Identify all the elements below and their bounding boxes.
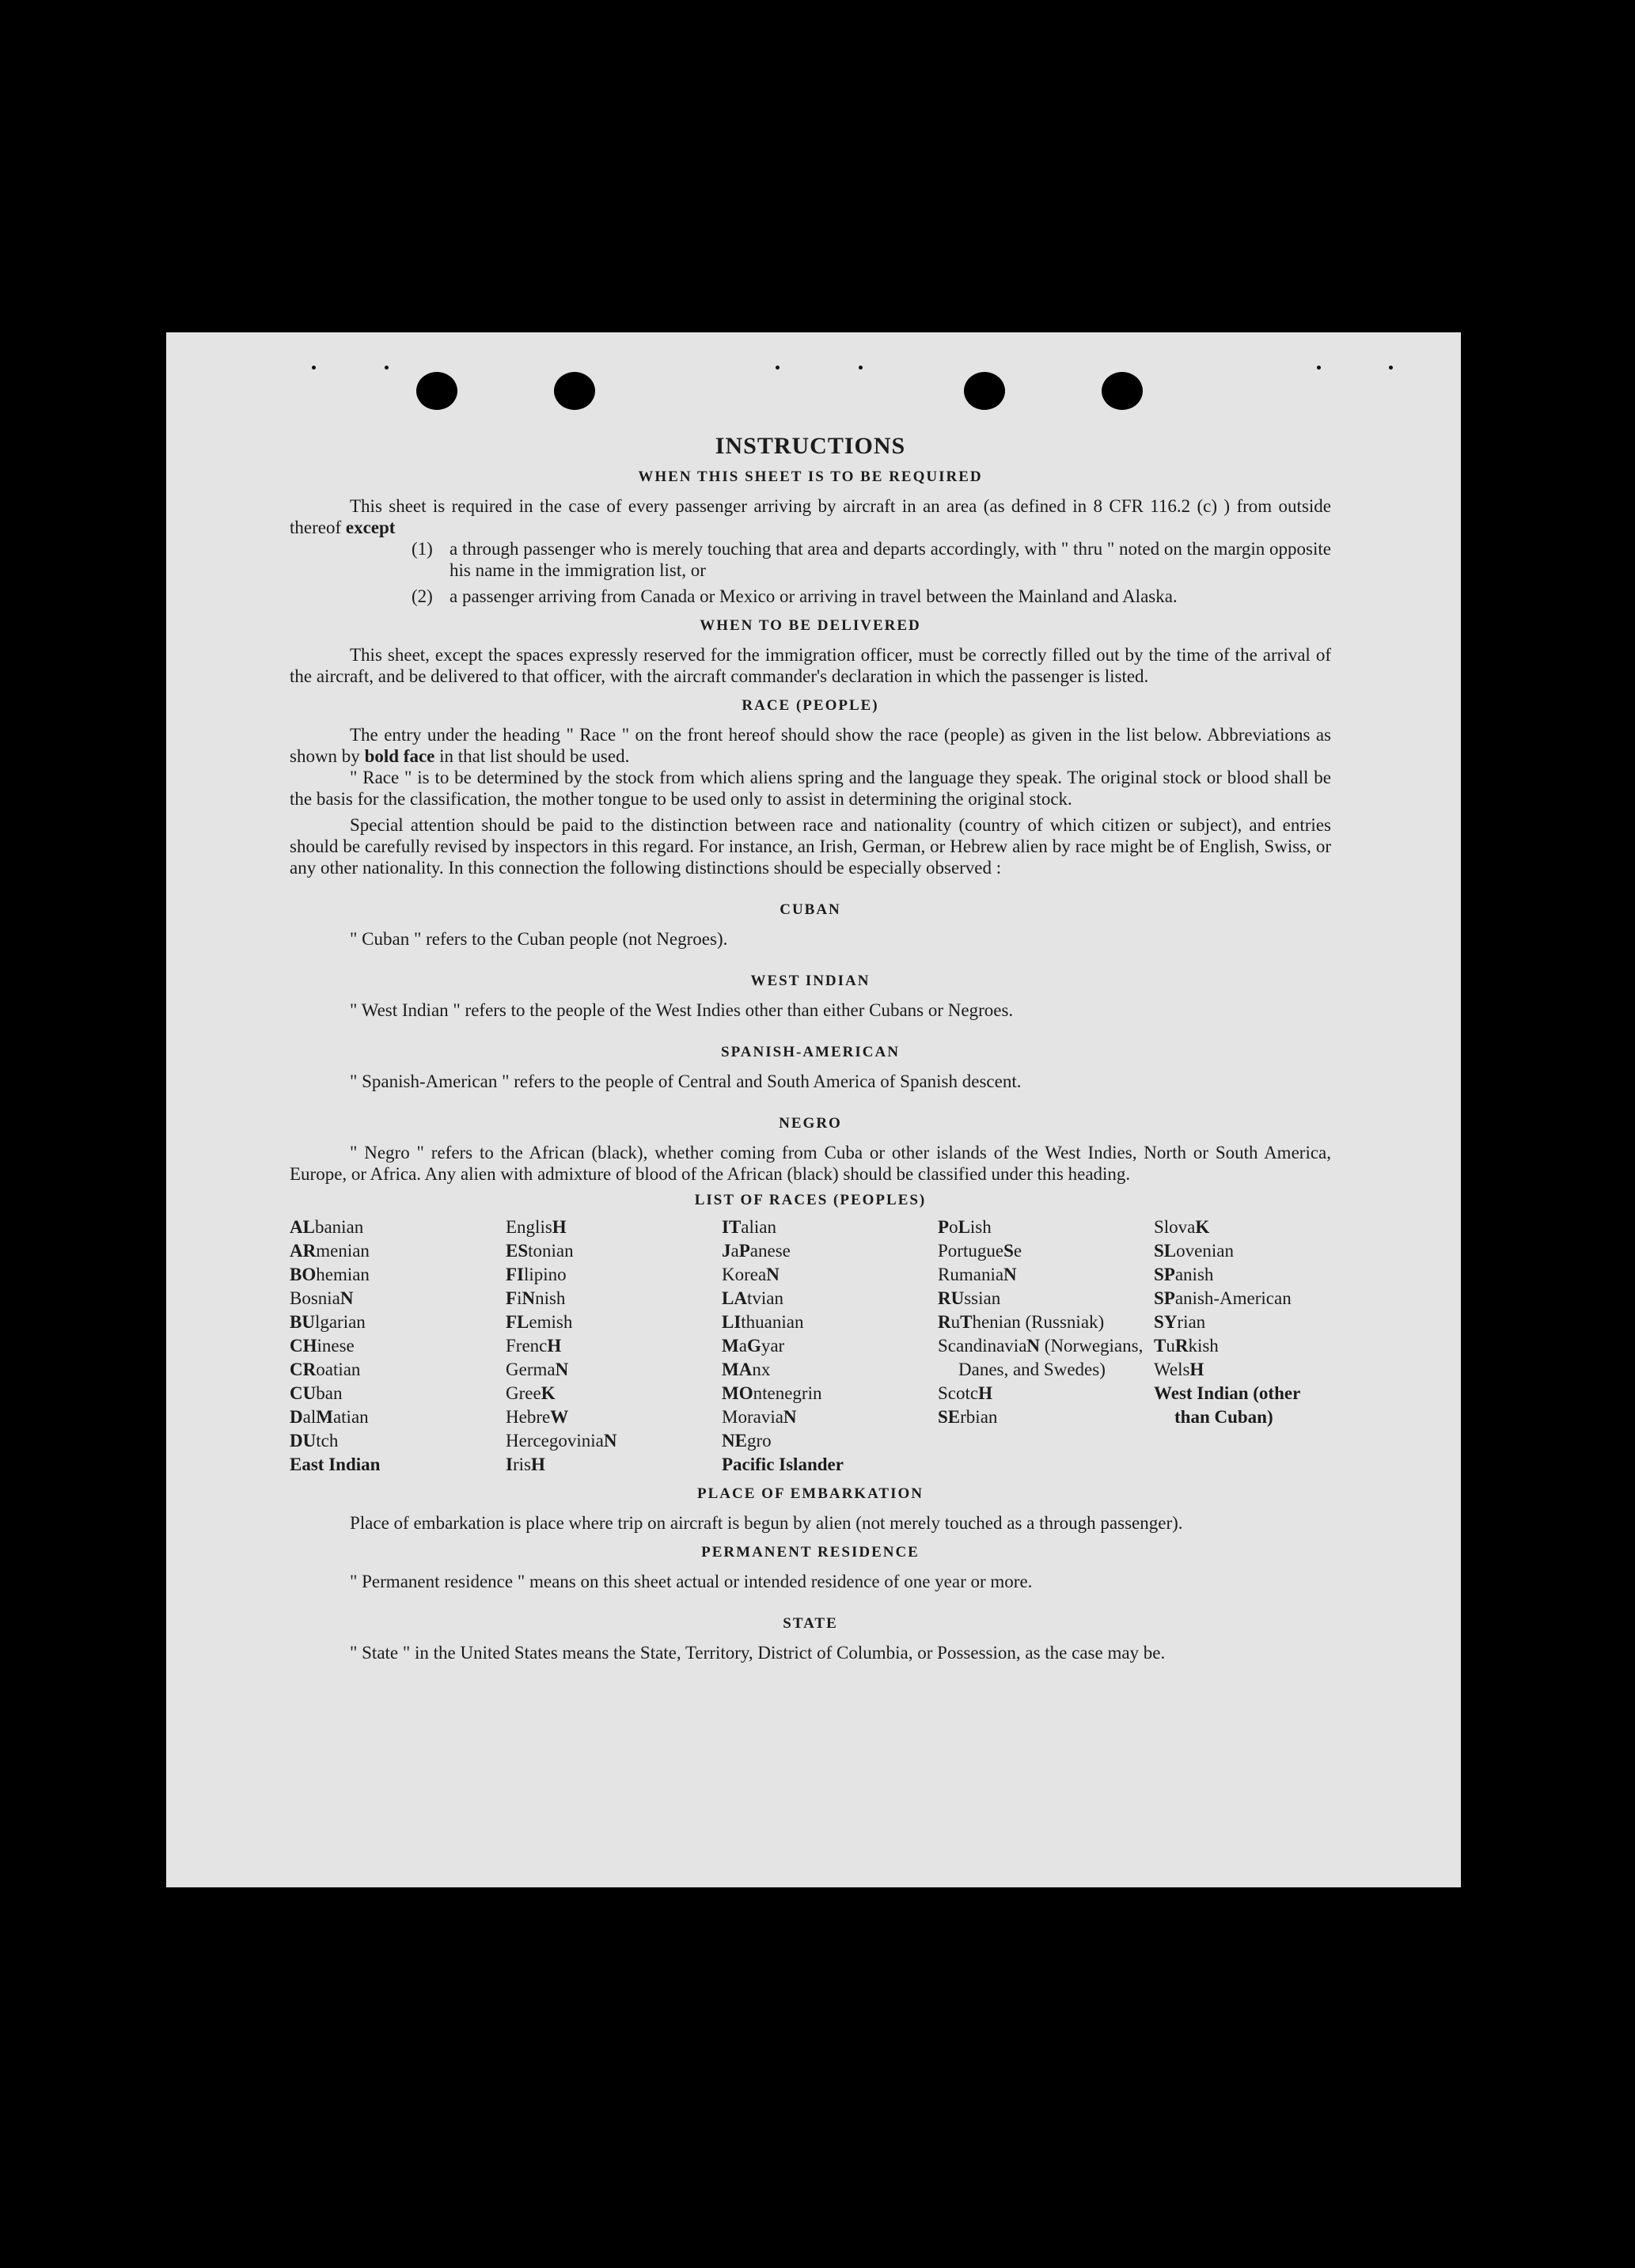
race-paragraph-3: Special attention should be paid to the distinction between race and nationality (country of which citizen or subject), and entries should be carefully revised by inspectors in this regard. For instance, an Irish, German, or Hebrew alien by race might be of English, Swiss, or any other nationality. In this connection the following distinctions should be especially observed : xyxy=(290,815,1331,878)
race-entry: WelsH xyxy=(1154,1360,1204,1379)
race-entry: JaPanese xyxy=(722,1241,791,1261)
heading-permanent-residence: PERMANENT RESIDENCE xyxy=(701,1544,920,1561)
race-entry: FIlipino xyxy=(506,1265,567,1284)
residence-text: " Permanent residence " means on this sheet actual or intended residence of one year or more. xyxy=(350,1572,1033,1591)
race-entry: SlovaK xyxy=(1154,1217,1210,1237)
document-sheet xyxy=(166,332,1461,1887)
list-item xyxy=(412,538,1331,581)
embarkation-text: Place of embarkation is place where trip on aircraft is begun by alien (not merely touched as a through passenger). xyxy=(350,1513,1183,1533)
list-item xyxy=(412,586,1331,607)
race-entry: ITalian xyxy=(722,1217,776,1237)
race-entry: ARmenian xyxy=(290,1241,370,1261)
bold-face-emphasis: bold face xyxy=(364,746,435,766)
race-entry: EStonian xyxy=(506,1241,574,1261)
race-entry: LAtvian xyxy=(722,1288,783,1308)
heading-embarkation: PLACE OF EMBARKATION xyxy=(697,1485,924,1502)
heading-spanish-american: SPANISH-AMERICAN xyxy=(721,1044,900,1060)
item-text: a through passenger who is merely touching that area and departs accordingly, with " thru " noted on the margin opposite his name in the immigration list, or xyxy=(450,539,1331,580)
race-entry: SErbian xyxy=(938,1407,998,1427)
heading-west-indian: WEST INDIAN xyxy=(750,973,871,989)
west-indian-text: " West Indian " refers to the people of the West Indies other than either Cubans or Negroes. xyxy=(350,1000,1014,1020)
race-entry: Pacific Islander xyxy=(722,1454,844,1474)
heading-state: STATE xyxy=(783,1615,838,1632)
race-entry: FLemish xyxy=(506,1312,573,1332)
punch-hole xyxy=(1102,372,1143,410)
instructions-content xyxy=(290,435,1331,1663)
race-entry: RuThenian (Russniak) xyxy=(938,1312,1105,1332)
page-title: INSTRUCTIONS xyxy=(715,433,906,459)
speck xyxy=(385,366,389,370)
heading-race: RACE (PEOPLE) xyxy=(742,697,879,714)
races-column xyxy=(506,1216,722,1477)
race-entry: BOhemian xyxy=(290,1265,370,1284)
race-entry: SPanish-American xyxy=(1154,1288,1292,1308)
races-list xyxy=(290,1216,1331,1477)
race-entry: BosniaN xyxy=(290,1288,354,1308)
race-entry: EnglisH xyxy=(506,1217,567,1237)
race-entry: CHinese xyxy=(290,1336,355,1356)
race-entry: SLovenian xyxy=(1154,1241,1234,1261)
race-entry: MAnx xyxy=(722,1360,771,1379)
except-emphasis: except xyxy=(345,518,396,537)
race-entry: SYrian xyxy=(1154,1312,1206,1332)
race-entry: ScandinaviaN (Norwegians, Danes, and Swedes) xyxy=(938,1336,1144,1379)
race-entry: HebreW xyxy=(506,1407,569,1427)
heading-cuban: CUBAN xyxy=(780,901,841,918)
race-paragraph-1: The entry under the heading " Race " on the front hereof should show the race (people) as given in the list below. Abbreviations as shown by bold face in that list should be used. xyxy=(290,725,1331,766)
race-entry: ScotcH xyxy=(938,1383,992,1403)
races-column xyxy=(1154,1216,1331,1477)
speck xyxy=(776,366,780,370)
race-entry: FrencH xyxy=(506,1336,562,1356)
race-entry: IrisH xyxy=(506,1454,545,1474)
race-entry: DUtch xyxy=(290,1431,339,1451)
heading-negro: NEGRO xyxy=(779,1115,842,1132)
race-entry: East Indian xyxy=(290,1454,381,1474)
race-entry: RUssian xyxy=(938,1288,1001,1308)
race-entry: BUlgarian xyxy=(290,1312,366,1332)
race-entry: West Indian (other than Cuban) xyxy=(1154,1383,1300,1427)
heading-when-delivered: WHEN TO BE DELIVERED xyxy=(700,617,921,634)
when-required-intro: This sheet is required in the case of every passenger arriving by aircraft in an area (as defined in 8 CFR 116.2 (c) ) from outside thereof except xyxy=(290,496,1331,537)
race-entry: CRoatian xyxy=(290,1360,361,1379)
races-column xyxy=(290,1216,506,1477)
race-entry: FiNnish xyxy=(506,1288,566,1308)
speck xyxy=(859,366,863,370)
state-text: " State " in the United States means the State, Territory, District of Columbia, or Possession, as the case may be. xyxy=(350,1643,1166,1663)
negro-text: " Negro " refers to the African (black), whether coming from Cuba or other islands of the West Indies, North or South America, Europe, or Africa. Any alien with admixture of blood of the African (black) should be classified under this heading. xyxy=(290,1143,1331,1184)
race-entry: KoreaN xyxy=(722,1265,780,1284)
race-entry: SPanish xyxy=(1154,1265,1214,1284)
race-entry: PortugueSe xyxy=(938,1241,1022,1261)
race-entry: PoLish xyxy=(938,1217,992,1237)
race-entry: LIthuanian xyxy=(722,1312,804,1332)
races-column xyxy=(938,1216,1154,1477)
race-entry: MOntenegrin xyxy=(722,1383,822,1403)
race-entry: ALbanian xyxy=(290,1217,364,1237)
punch-hole xyxy=(964,372,1005,410)
punch-hole xyxy=(554,372,595,410)
heading-list-of-races: LIST OF RACES (PEOPLES) xyxy=(694,1192,927,1208)
spanish-american-text: " Spanish-American " refers to the people of Central and South America of Spanish descent. xyxy=(350,1071,1022,1091)
race-entry: DalMatian xyxy=(290,1407,369,1427)
races-column xyxy=(722,1216,938,1477)
speck xyxy=(1389,366,1393,370)
race-entry: NEgro xyxy=(722,1431,772,1451)
race-entry: HercegoviniaN xyxy=(506,1431,617,1451)
race-paragraph-2: " Race " is to be determined by the stock from which aliens spring and the language they speak. The original stock or blood shall be the basis for the classification, the mother tongue to be used only to assist in determining the original stock. xyxy=(290,768,1331,809)
race-entry: MoraviaN xyxy=(722,1407,797,1427)
item-number: (1) xyxy=(412,539,433,559)
race-entry: GreeK xyxy=(506,1383,556,1403)
race-entry: RumaniaN xyxy=(938,1265,1017,1284)
item-number: (2) xyxy=(412,586,433,606)
cuban-text: " Cuban " refers to the Cuban people (not Negroes). xyxy=(350,929,728,949)
race-entry: TuRkish xyxy=(1154,1336,1219,1356)
speck xyxy=(312,366,316,370)
heading-when-required: WHEN THIS SHEET IS TO BE REQUIRED xyxy=(638,468,983,485)
race-entry: CUban xyxy=(290,1383,343,1403)
race-entry: MaGyar xyxy=(722,1336,785,1356)
punch-hole xyxy=(416,372,457,410)
when-delivered-text: This sheet, except the spaces expressly reserved for the immigration officer, must be correctly filled out by the time of the arrival of the aircraft, and be delivered to that officer, with the aircraft commander's declaration in which the passenger is listed. xyxy=(290,645,1331,686)
race-entry: GermaN xyxy=(506,1360,569,1379)
speck xyxy=(1317,366,1321,370)
item-text: a passenger arriving from Canada or Mexico or arriving in travel between the Mainland and Alaska. xyxy=(450,586,1178,606)
